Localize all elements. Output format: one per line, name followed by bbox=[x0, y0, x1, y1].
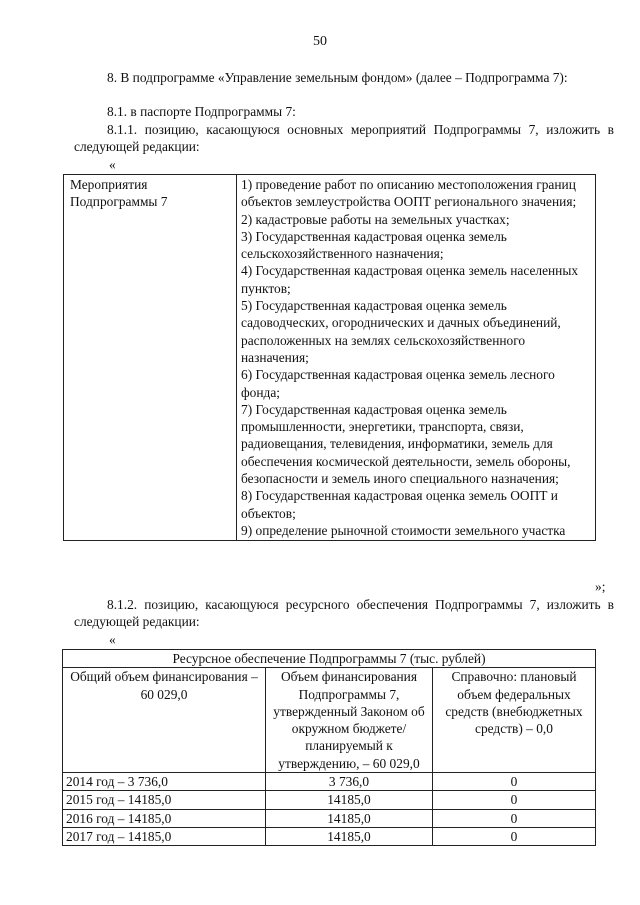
year-cell: 2014 год – 3 736,0 bbox=[63, 773, 266, 791]
year-cell: 2015 год – 14185,0 bbox=[63, 791, 266, 809]
year-cell: 2016 год – 14185,0 bbox=[63, 809, 266, 827]
page-number: 50 bbox=[313, 34, 327, 49]
total-funding-header: Общий объем финансирования – 60 029,0 bbox=[63, 668, 266, 773]
year-cell: 2017 год – 14185,0 bbox=[63, 827, 266, 845]
event-item: 2) кадастровые работы на земельных участках; bbox=[241, 211, 510, 227]
federal-cell: 0 bbox=[433, 773, 596, 791]
event-item: 4) Государственная кадастровая оценка земель населенных пунктов; bbox=[241, 263, 579, 296]
event-item: 6) Государственная кадастровая оценка земель лесного фонда; bbox=[241, 367, 555, 400]
approved-cell: 14185,0 bbox=[266, 827, 433, 845]
event-item: 7) Государственная кадастровая оценка земель промышленности, энергетики, транспорта, связи, радиовещания, телевидения, информатики, земель для обеспечения космической деятельности, земель обороны, безопасности и земель иного специального назначения; bbox=[241, 401, 571, 487]
paragraph-8-1: 8.1. в паспорте Подпрограммы 7: bbox=[107, 104, 296, 119]
events-label: Мероприятия Подпрограммы 7 bbox=[70, 177, 168, 210]
event-item: 9) определение рыночной стоимости земельного участка bbox=[241, 522, 566, 538]
table-row bbox=[63, 791, 596, 809]
closing-quote: »; bbox=[595, 579, 606, 594]
event-item: 3) Государственная кадастровая оценка земель сельскохозяйственного назначения; bbox=[241, 228, 507, 262]
federal-cell: 0 bbox=[433, 827, 596, 845]
event-item: 1) проведение работ по описанию местоположения границ объектов землеустройства ООПТ регионального значения; bbox=[241, 177, 577, 210]
resources-title: Ресурсное обеспечение Подпрограммы 7 (тыс. рублей) bbox=[63, 650, 596, 668]
table-row bbox=[63, 773, 596, 791]
approved-cell: 14185,0 bbox=[266, 809, 433, 827]
events-table bbox=[63, 174, 596, 541]
resources-table bbox=[62, 649, 596, 846]
federal-funding-header: Справочно: плановый объем федеральных средств (внебюджетных средств) – 0,0 bbox=[433, 668, 596, 773]
events-list-cell bbox=[237, 175, 596, 541]
events-label-cell bbox=[64, 175, 237, 541]
table-row bbox=[63, 809, 596, 827]
table-row bbox=[63, 827, 596, 845]
federal-cell: 0 bbox=[433, 809, 596, 827]
paragraph-8-1-2: 8.1.2. позицию, касающуюся ресурсного обеспечения Подпрограммы 7, изложить в следующей редакции: bbox=[74, 597, 614, 630]
opening-quote: « bbox=[109, 157, 116, 172]
approved-funding-header: Объем финансирования Подпрограммы 7, утвержденный Законом об окружном бюджете/планируемый к утверждению, – 60 029,0 bbox=[266, 668, 433, 773]
approved-cell: 3 736,0 bbox=[266, 773, 433, 791]
event-item: 8) Государственная кадастровая оценка земель ООПТ и объектов; bbox=[241, 488, 558, 521]
event-item: 5) Государственная кадастровая оценка земель садоводческих, огороднических и дачных объединений, расположенных на землях сельскохозяйственного назначения; bbox=[241, 298, 561, 365]
federal-cell: 0 bbox=[433, 791, 596, 809]
opening-quote: « bbox=[109, 632, 116, 647]
approved-cell: 14185,0 bbox=[266, 791, 433, 809]
paragraph-8: 8. В подпрограмме «Управление земельным фондом» (далее – Подпрограмма 7): bbox=[107, 70, 568, 85]
paragraph-8-1-1: 8.1.1. позицию, касающуюся основных мероприятий Подпрограммы 7, изложить в следующей редакции: bbox=[74, 122, 614, 155]
